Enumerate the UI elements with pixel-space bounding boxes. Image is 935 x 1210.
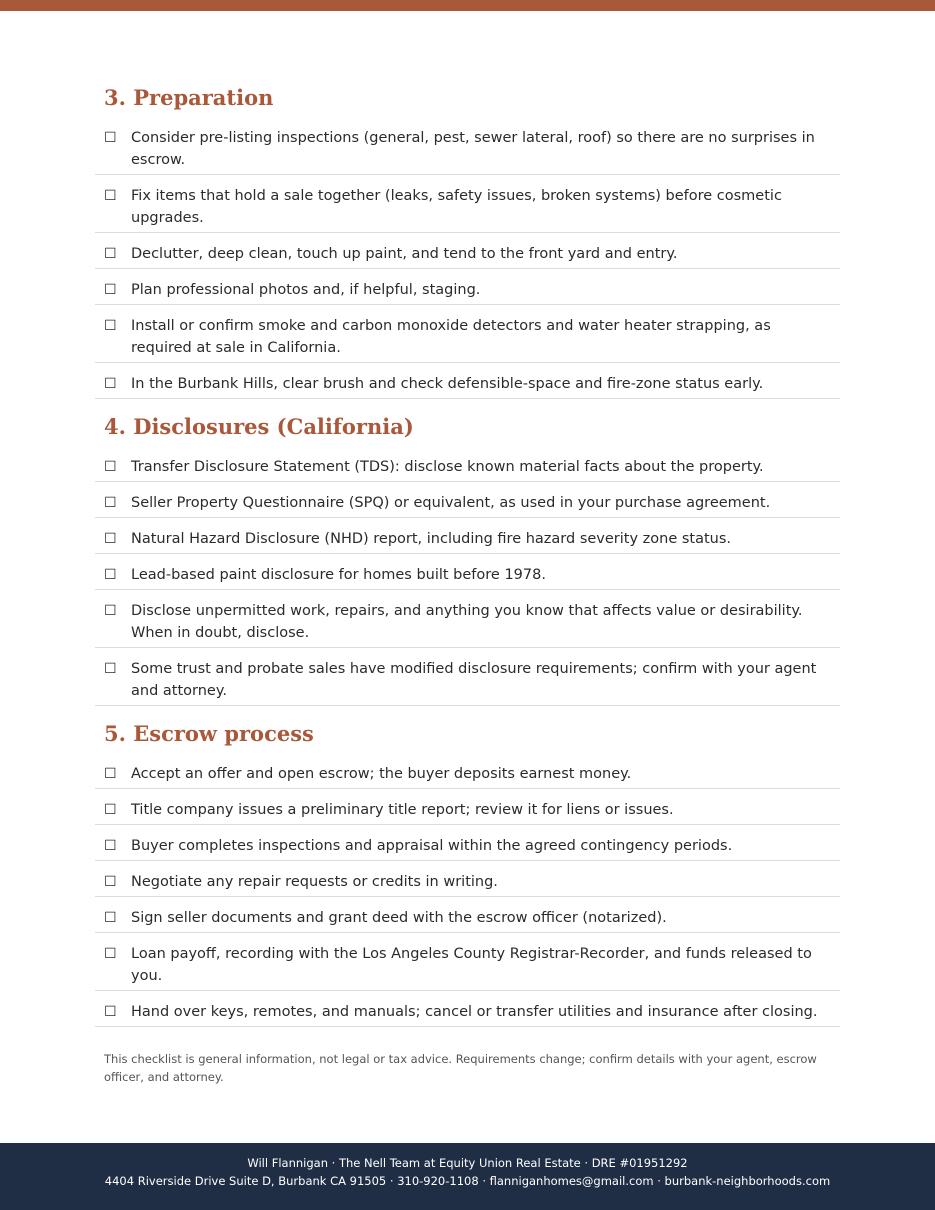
checkbox-icon[interactable]: ☐ bbox=[104, 376, 117, 392]
checklist-item bbox=[95, 233, 840, 269]
checkbox-icon[interactable]: ☐ bbox=[104, 766, 117, 782]
item-text: Fix items that hold a sale together (leaks, safety issues, broken systems) before cosmetic upgrades. bbox=[131, 188, 782, 226]
checkbox-icon[interactable]: ☐ bbox=[104, 531, 117, 547]
checklist-item bbox=[95, 763, 840, 789]
checkbox-icon[interactable]: ☐ bbox=[104, 567, 117, 583]
checkbox-icon[interactable]: ☐ bbox=[104, 1004, 117, 1020]
footer-contact-line: 4404 Riverside Drive Suite D, Burbank CA 91505 · 310-920-1108 · flanniganhomes@gmail.com · burbank-neighborhoods.com bbox=[104, 1174, 831, 1188]
checklist-item bbox=[95, 861, 840, 897]
footer bbox=[0, 1143, 935, 1210]
checkbox-icon[interactable]: ☐ bbox=[104, 188, 117, 204]
checklist-item bbox=[95, 127, 840, 175]
item-text: Some trust and probate sales have modified disclosure requirements; confirm with your agent and attorney. bbox=[131, 661, 817, 699]
checkbox-icon[interactable]: ☐ bbox=[104, 802, 117, 818]
checklist bbox=[95, 763, 840, 1027]
section-disclosures bbox=[95, 413, 840, 706]
checklist-content bbox=[95, 84, 840, 1086]
checkbox-icon[interactable]: ☐ bbox=[104, 946, 117, 962]
item-text: Title company issues a preliminary title report; review it for liens or issues. bbox=[131, 802, 674, 818]
section-title: 5. Escrow process bbox=[104, 721, 314, 746]
checklist-item bbox=[95, 363, 840, 399]
checkbox-icon[interactable]: ☐ bbox=[104, 130, 117, 146]
checklist-item bbox=[95, 269, 840, 305]
disclaimer: This checklist is general information, not legal or tax advice. Requirements change; confirm details with your agent, escrow officer, and attorney. bbox=[104, 1052, 817, 1084]
footer-agent-line: Will Flannigan · The Nell Team at Equity Union Real Estate · DRE #01951292 bbox=[247, 1156, 688, 1170]
checkbox-icon[interactable]: ☐ bbox=[104, 282, 117, 298]
checklist-item bbox=[95, 518, 840, 554]
section-title: 4. Disclosures (California) bbox=[104, 414, 414, 439]
checklist bbox=[95, 456, 840, 706]
item-text: Negotiate any repair requests or credits in writing. bbox=[131, 874, 498, 890]
item-text: Sign seller documents and grant deed with the escrow officer (notarized). bbox=[131, 910, 667, 926]
item-text: Declutter, deep clean, touch up paint, and tend to the front yard and entry. bbox=[131, 246, 678, 262]
item-text: Natural Hazard Disclosure (NHD) report, including fire hazard severity zone status. bbox=[131, 531, 732, 547]
checklist-item bbox=[95, 175, 840, 233]
item-text: Disclose unpermitted work, repairs, and anything you know that affects value or desirability. When in doubt, disclose. bbox=[131, 603, 803, 641]
checklist-item bbox=[95, 991, 840, 1027]
checkbox-icon[interactable]: ☐ bbox=[104, 318, 117, 334]
checklist bbox=[95, 127, 840, 399]
checkbox-icon[interactable]: ☐ bbox=[104, 838, 117, 854]
checkbox-icon[interactable]: ☐ bbox=[104, 603, 117, 619]
item-text: Seller Property Questionnaire (SPQ) or equivalent, as used in your purchase agreement. bbox=[131, 495, 771, 511]
item-text: Hand over keys, remotes, and manuals; cancel or transfer utilities and insurance after closing. bbox=[131, 1004, 818, 1020]
item-text: Buyer completes inspections and appraisal within the agreed contingency periods. bbox=[131, 838, 733, 854]
checkbox-icon[interactable]: ☐ bbox=[104, 874, 117, 890]
checkbox-icon[interactable]: ☐ bbox=[104, 910, 117, 926]
checkbox-icon[interactable]: ☐ bbox=[104, 495, 117, 511]
item-text: Accept an offer and open escrow; the buyer deposits earnest money. bbox=[131, 766, 632, 782]
section-escrow-process bbox=[95, 720, 840, 1027]
checklist-item bbox=[95, 825, 840, 861]
item-text: Transfer Disclosure Statement (TDS): disclose known material facts about the property. bbox=[131, 459, 764, 475]
checklist-item bbox=[95, 897, 840, 933]
item-text: Plan professional photos and, if helpful, staging. bbox=[131, 282, 481, 298]
checklist-item bbox=[95, 305, 840, 363]
top-accent-bar bbox=[0, 0, 935, 11]
checkbox-icon[interactable]: ☐ bbox=[104, 246, 117, 262]
checklist-item bbox=[95, 482, 840, 518]
checklist-item bbox=[95, 933, 840, 991]
item-text: Consider pre-listing inspections (general, pest, sewer lateral, roof) so there are no surprises in escrow. bbox=[131, 130, 815, 168]
item-text: Lead-based paint disclosure for homes built before 1978. bbox=[131, 567, 546, 583]
section-preparation bbox=[95, 84, 840, 399]
item-text: Loan payoff, recording with the Los Angeles County Registrar-Recorder, and funds released to you. bbox=[131, 946, 812, 984]
section-title: 3. Preparation bbox=[104, 85, 274, 110]
checkbox-icon[interactable]: ☐ bbox=[104, 661, 117, 677]
item-text: Install or confirm smoke and carbon monoxide detectors and water heater strapping, as required at sale in California. bbox=[131, 318, 771, 356]
checklist-item bbox=[95, 590, 840, 648]
item-text: In the Burbank Hills, clear brush and check defensible-space and fire-zone status early. bbox=[131, 376, 764, 392]
checklist-item bbox=[95, 789, 840, 825]
checklist-item bbox=[95, 456, 840, 482]
checklist-item bbox=[95, 648, 840, 706]
checkbox-icon[interactable]: ☐ bbox=[104, 459, 117, 475]
checklist-item bbox=[95, 554, 840, 590]
